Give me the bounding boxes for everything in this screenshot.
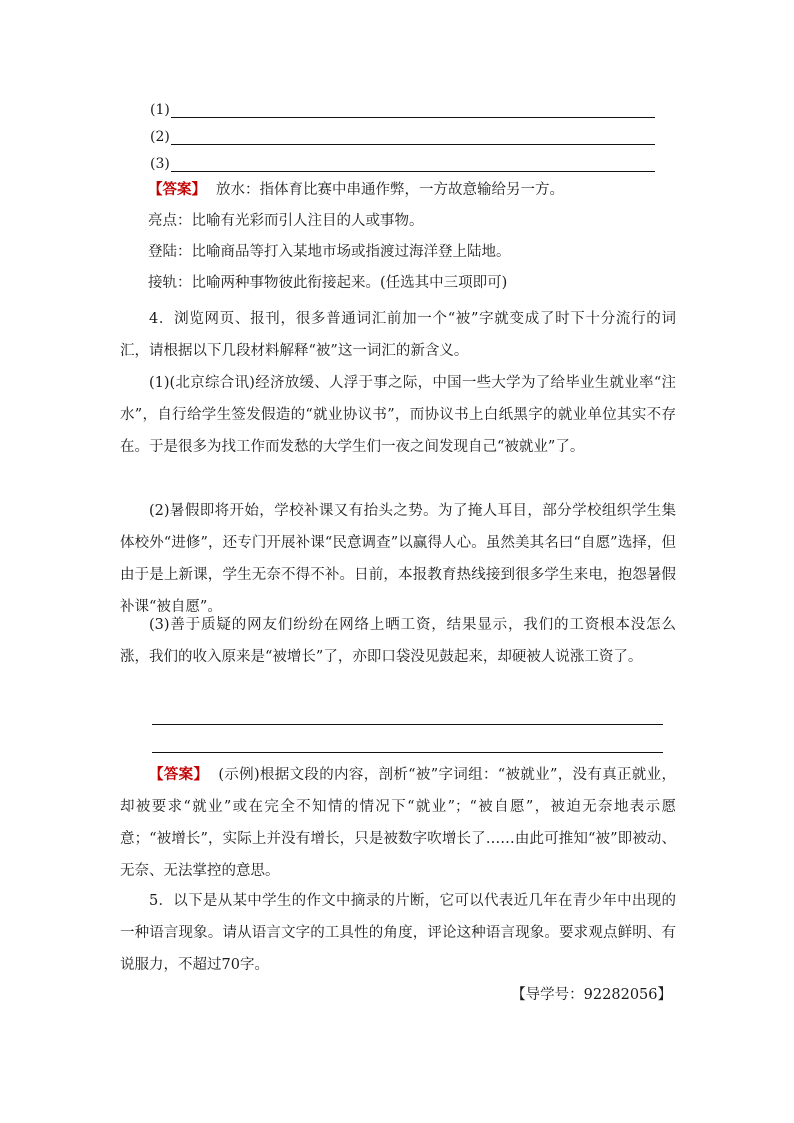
answer-text: 放水：指体育比赛中串通作弊，一方故意输给另一方。 bbox=[216, 182, 564, 198]
blank-line bbox=[171, 103, 655, 118]
answer-blank-1[interactable] bbox=[150, 96, 655, 118]
blank-line bbox=[171, 157, 655, 172]
answer-line-2[interactable] bbox=[152, 752, 663, 753]
q3-answer-line-4: 接轨：比喻两种事物彼此衔接起来。(任选其中三项即可) bbox=[148, 275, 508, 291]
question-4-prompt: 4．浏览网页、报刊，很多普通词汇前加一个“被”字就变成了时下十分流行的词汇，请根据以下几段材料解释“被”这一词汇的新含义。 bbox=[120, 311, 676, 359]
blank-line bbox=[171, 130, 655, 145]
question-4-material-2: (2)暑假即将开始，学校补课又有抬头之势。为了掩人耳目，部分学校组织学生集体校外“进修”，还专门开展补课“民意调查”以赢得人心。虽然美其名曰“自愿”选择，但由于是上新课，学生无奈不得不补。日前，本报教育热线接到很多学生来电，抱怨暑假补课“被自愿”。 bbox=[120, 503, 676, 615]
blank-number: (2) bbox=[150, 129, 170, 145]
blank-number: (3) bbox=[150, 156, 170, 172]
answer-tag: 【答案】 bbox=[148, 181, 206, 198]
answer-tag: 【答案】 bbox=[149, 766, 209, 783]
guide-number: 【导学号：92282056】 bbox=[511, 987, 672, 1003]
blank-number: (1) bbox=[150, 102, 170, 118]
q3-answer-line-1 bbox=[148, 180, 564, 200]
question-4-answer bbox=[120, 759, 676, 887]
answer-blank-3[interactable] bbox=[150, 150, 655, 172]
q3-answer-line-2: 亮点：比喻有光彩而引人注目的人或事物。 bbox=[148, 213, 424, 229]
answer-blank-2[interactable] bbox=[150, 123, 655, 145]
answer-line-1[interactable] bbox=[152, 724, 663, 725]
question-4-material-1: (1)(北京综合讯)经济放缓、人浮于事之际，中国一些大学为了给毕业生就业率“注水”，自行给学生签发假造的“就业协议书”，而协议书上白纸黑字的就业单位其实不存在。于是很多为找工作而发愁的大学生们一夜之间发现自己“被就业”了。 bbox=[120, 375, 676, 455]
question-5-prompt: 5．以下是从某中学生的作文中摘录的片断，它可以代表近几年在青少年中出现的一种语言现象。请从语言文字的工具性的角度，评论这种语言现象。要求观点鲜明、有说服力，不超过70字。 bbox=[120, 893, 676, 973]
q3-answer-line-3: 登陆：比喻商品等打入某地市场或指渡过海洋登上陆地。 bbox=[148, 244, 511, 260]
question-4-material-3: (3)善于质疑的网友们纷纷在网络上晒工资，结果显示，我们的工资根本没怎么涨，我们的收入原来是“被增长”了，亦即口袋没见鼓起来，却硬被人说涨工资了。 bbox=[120, 617, 676, 665]
answer-text: (示例)根据文段的内容，剖析“被”字词组：“被就业”，没有真正就业，却被要求“就业”或在完全不知情的情况下“就业”；“被自愿”，被迫无奈地表示愿意；“被增长”，实际上并没有增长，只是被数字吹增长了……由此可推知“被”即被动、无奈、无法掌控的意思。 bbox=[120, 767, 677, 879]
